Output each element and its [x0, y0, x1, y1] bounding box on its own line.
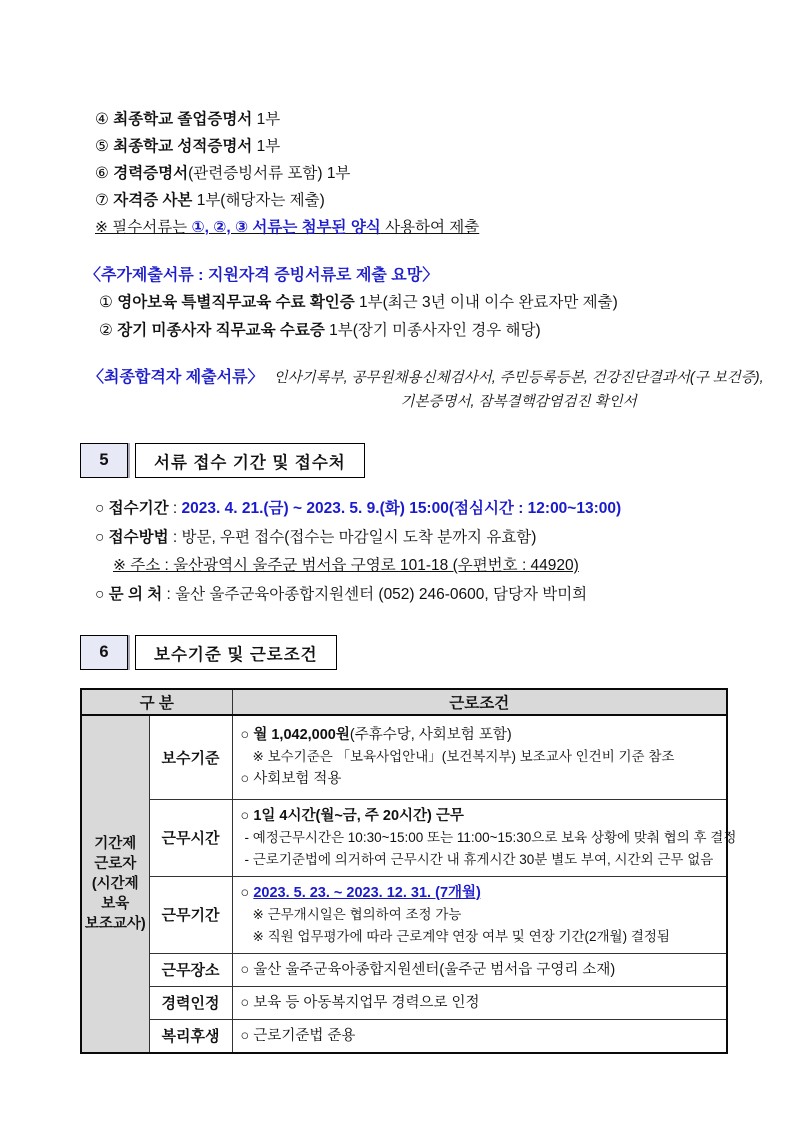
- doc-title: 자격증 사본: [113, 192, 193, 209]
- table-row-career: [81, 986, 727, 1019]
- group-line: 보조교사): [84, 915, 146, 932]
- doc-title: 최종학교 졸업증명서: [113, 111, 253, 128]
- contact-label: 문 의 처: [108, 585, 163, 603]
- hours-main: 1일 4시간(월~금, 주 20시간) 근무: [253, 807, 464, 824]
- circle-bullet: ○: [240, 807, 254, 824]
- table-row-place: [81, 953, 727, 986]
- doc-title: 경력증명서: [113, 165, 189, 182]
- table-row-hours: [81, 799, 727, 876]
- table-row-period: [81, 876, 727, 953]
- final-docs-line1: 인사기록부, 공무원채용신체검사서, 주민등록등본, 건강진단결과서(구 보건증),: [273, 370, 764, 386]
- contact-line: [95, 581, 793, 610]
- item-number: ⑦: [95, 192, 109, 209]
- pay-amount: 월 1,042,000원: [253, 727, 350, 744]
- reception-method-value: 방문, 우편 접수(접수는 마감일시 도착 분까지 유효함): [181, 528, 537, 546]
- period-content: [232, 876, 727, 953]
- hours-line3: - 근로기준법에 의거하여 근무시간 내 휴게시간 30분 별도 부여, 시간외 근무 없음: [244, 851, 714, 867]
- pay-content: [232, 715, 727, 799]
- circle-bullet: ○: [95, 528, 109, 546]
- doc-rest: 1부: [252, 111, 281, 128]
- group-line: 근로자: [94, 855, 137, 872]
- item-number: ①: [99, 294, 113, 311]
- group-line: (시간제: [91, 875, 139, 892]
- hours-content: [232, 799, 737, 876]
- pay-line1-rest: (주휴수당, 사회보험 포함): [349, 727, 512, 744]
- period-label: 근무기간: [149, 876, 232, 953]
- section5-title: 서류 접수 기간 및 접수처: [135, 443, 365, 478]
- pay-label: 보수기준: [149, 715, 232, 799]
- address-note-line: ※ 주소 : 울산광역시 울주군 범서읍 구영로 101-18 (우편번호 : 44920): [113, 557, 579, 574]
- circle-bullet: ○: [95, 585, 109, 603]
- doc-rest: (관련증빙서류 포함) 1부: [188, 165, 351, 182]
- header-conditions: 근로조건: [232, 689, 727, 715]
- period-line1: [241, 882, 720, 904]
- note-prefix: ※ 필수서류는: [95, 219, 192, 236]
- doc-item: [95, 133, 793, 160]
- header-category: 구 분: [81, 689, 232, 715]
- final-docs-list: [274, 366, 764, 414]
- doc-rest: 1부: [252, 138, 281, 155]
- place-label: 근무장소: [149, 953, 232, 986]
- welfare-content: [232, 1019, 727, 1053]
- table-header-row: [81, 689, 727, 715]
- section6-title: 보수기준 및 근로조건: [135, 635, 337, 670]
- career-label: 경력인정: [149, 986, 232, 1019]
- circle-bullet: ○: [240, 727, 254, 744]
- required-docs-note: [95, 214, 793, 241]
- required-docs-list: [95, 106, 793, 241]
- doc-title: 영아보육 특별직무교육 수료 확인증: [117, 294, 355, 311]
- section5-number-box: 5: [80, 443, 128, 478]
- item-number: ⑤: [95, 138, 109, 155]
- doc-title: 장기 미종사자 직무교육 수료증: [117, 321, 325, 339]
- final-docs-line2: 기본증명서, 잠복결핵감염검진 확인서: [400, 394, 637, 410]
- table-row-welfare: [81, 1019, 727, 1053]
- contact-value: 울산 울주군육아종합지원센터 (052) 246-0600, 담당자 박미희: [175, 585, 588, 603]
- doc-item: [95, 160, 793, 187]
- additional-doc-item: [99, 289, 793, 317]
- additional-doc-item: [99, 317, 793, 345]
- section5-content: [95, 495, 793, 609]
- hours-line1: [241, 805, 720, 827]
- circle-bullet: ○: [240, 884, 254, 901]
- separator: :: [168, 500, 182, 517]
- section5-header: [80, 443, 793, 478]
- pay-line2: ※ 보수기준은 「보육사업안내」(보건복지부) 보조교사 인건비 기준 참조: [252, 749, 675, 765]
- group-line: 기간제: [94, 835, 137, 852]
- separator: :: [162, 585, 176, 603]
- reception-method-line: [95, 524, 793, 553]
- career-content: [232, 986, 727, 1019]
- period-line2: ※ 근무개시일은 협의하여 조정 가능: [252, 906, 462, 922]
- additional-docs-heading: 〈추가제출서류 : 지원자격 증빙서류로 제출 요망〉: [85, 267, 439, 284]
- hours-label: 근무시간: [149, 799, 232, 876]
- section6-number-box: 6: [80, 635, 128, 670]
- doc-item: [95, 187, 793, 214]
- hours-line2: - 예정근무시간은 10:30~15:00 또는 11:00~15:30으로 보육 상황에 맞춰 협의 후 결정: [244, 829, 737, 845]
- place-content: [232, 953, 727, 986]
- working-conditions-table: [80, 688, 737, 1054]
- welfare-line1: ○ 근로기준법 준용: [240, 1027, 356, 1044]
- reception-period-line: [95, 495, 793, 524]
- period-line3: ※ 직원 업무평가에 따라 근로계약 연장 여부 및 연장 기간(2개월) 결정됨: [252, 928, 670, 944]
- doc-item: [95, 106, 793, 133]
- additional-docs-section: [85, 262, 793, 344]
- final-docs-label: 〈최종합격자 제출서류〉: [88, 369, 264, 386]
- period-dates: 2023. 5. 23. ~ 2023. 12. 31. (7개월): [253, 884, 481, 901]
- career-line1: ○ 보육 등 아동복지업무 경력으로 인정: [240, 994, 480, 1011]
- item-number: ②: [99, 321, 113, 339]
- reception-method-label: 접수방법: [108, 528, 169, 546]
- note-highlight: ①, ②, ③ 서류는 첨부된 양식: [191, 219, 381, 236]
- note-suffix: 사용하여 제출: [380, 219, 480, 236]
- doc-rest: 1부(장기 미종사자인 경우 해당): [324, 321, 541, 339]
- final-docs-section: [88, 366, 793, 414]
- group-line: 보육: [101, 895, 130, 912]
- separator: :: [168, 528, 182, 546]
- section6-header: [80, 635, 793, 670]
- item-number: ⑥: [95, 165, 109, 182]
- table-row-pay: [81, 715, 727, 799]
- place-line1: ○ 울산 울주군육아종합지원센터(울주군 범서읍 구영리 소재): [240, 961, 616, 978]
- circle-bullet: ○: [95, 500, 109, 517]
- pay-line3: ○ 사회보험 적용: [240, 771, 342, 788]
- reception-period-label: 접수기간: [108, 500, 169, 517]
- doc-title: 최종학교 성적증명서: [113, 138, 253, 155]
- pay-line1: [241, 724, 720, 746]
- worker-group-cell: [81, 715, 149, 1053]
- item-number: ④: [95, 111, 109, 128]
- reception-period-value: 2023. 4. 21.(금) ~ 2023. 5. 9.(화) 15:00(점심시간 : 12:00~13:00): [181, 500, 622, 517]
- welfare-label: 복리후생: [149, 1019, 232, 1053]
- doc-rest: 1부(최근 3년 이내 이수 완료자만 제출): [354, 294, 618, 311]
- doc-rest: 1부(해당자는 제출): [192, 192, 325, 209]
